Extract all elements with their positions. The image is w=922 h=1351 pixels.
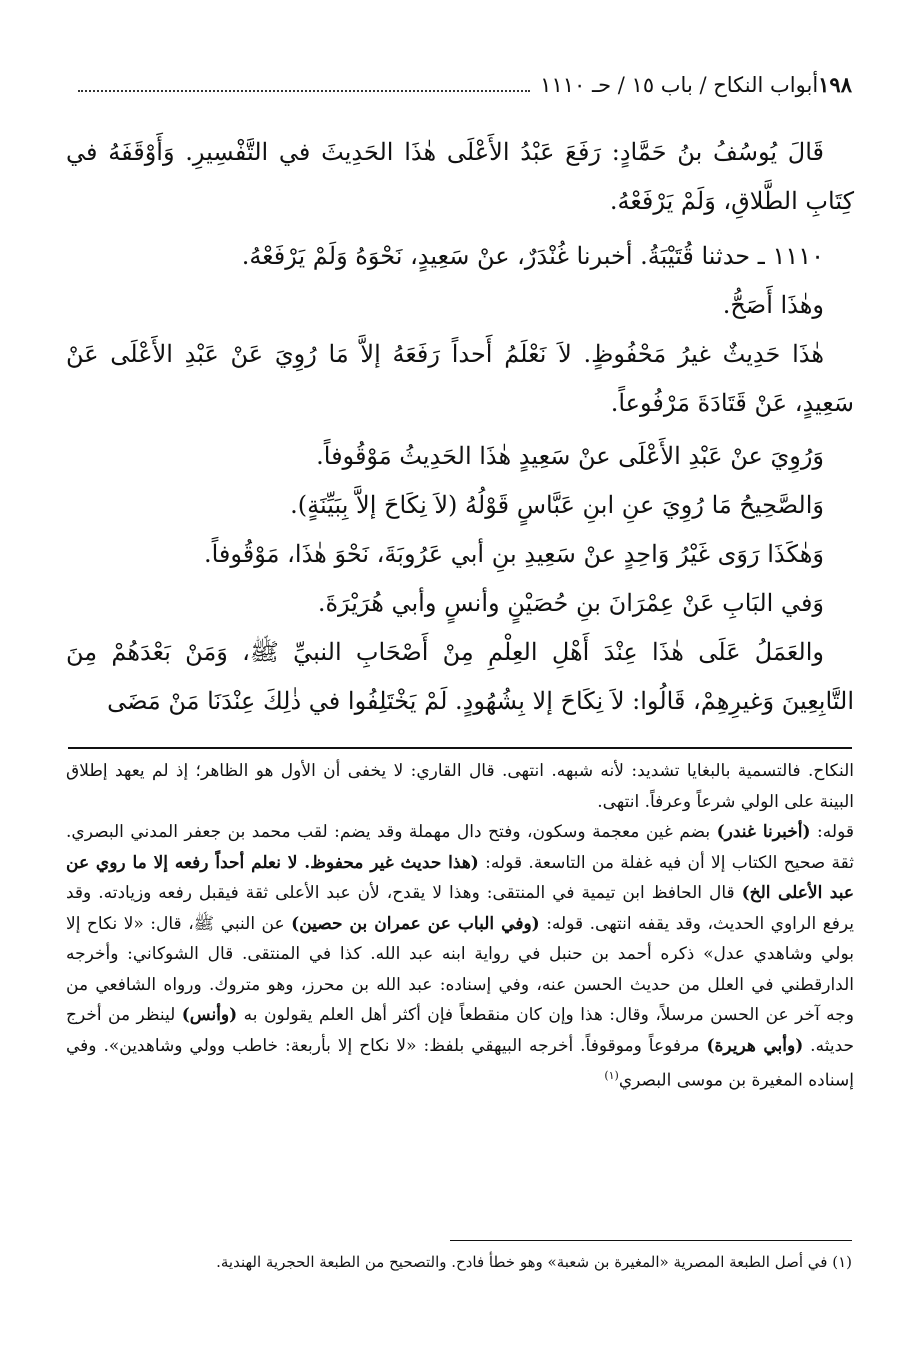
commentary-text [66, 756, 854, 1096]
footnote: (١) في أصل الطبعة المصرية «المغيرة بن شعبة» وهو خطأ فادح. والتصحيح من الطبعة الحجرية الهندية. [216, 1253, 852, 1271]
header-dotted-leader [78, 90, 530, 92]
commentary-text-run: عن النبي ﷺ، قال: «لا نكاح إلا بولي وشاهدي عدل» ذكره أحمد بن حنبل في رواية ابنه عبد الله. كذا في المنتقى. قال الشوكاني: وأخرجه الدارقطني في العلل من حديث الحسن عنه، وفي إسناده: عبد الله بن محرز، وهو متروك. ورواه الشافعي من وجه آخر عن الحسن مرسلاً، وقال: هذا وإن كان منقطعاً فإن أكثر أهل العلم يقولون به [66, 913, 854, 1025]
hadith-text [66, 128, 854, 726]
paragraph-ibn-abbas: وَالصَّحِيحُ مَا رُوِيَ عنِ ابنِ عَبَّاسٍ قَوْلُهُ (لاَ نِكَاحَ إلاَّ بِبَيِّنَةٍ). [290, 491, 824, 519]
commentary-text-run: قال الحافظ ابن تيمية في المنتقى: وهذا لا يقدح، لأن عبد الأعلى ثقة فيقبل رفعه وزيادته. وقد يرفع الراوي الحديث، وقد يقفه انتهى. قوله: [66, 883, 854, 934]
paragraph-asahh: وهٰذَا أَصَحُّ. [722, 291, 824, 319]
paragraph-mawquf: وَرُوِيَ عنْ عَبْدِ الأَعْلَى عنْ سَعِيدٍ هٰذَا الحَدِيثُ مَوْقُوفاً. [316, 442, 824, 470]
commentary-lemma: (وأنس) [181, 1005, 238, 1025]
hadith-1110: ١١١٠ ـ حدثنا قُتَيْبَةُ. أخبرنا غُنْدَرٌ، عنْ سَعِيدٍ، نَحْوَهُ وَلَمْ يَرْفَعْهُ. [241, 242, 824, 270]
footnote-divider [450, 1240, 852, 1241]
commentary-paragraph-2 [66, 817, 854, 1096]
paragraph-ibn-abi-aruba: وَهٰكَذَا رَوَى غَيْرُ وَاحِدٍ عنْ سَعِيدِ بنِ أبي عَرُوبَةَ، نَحْوَ هٰذَا، مَوْقُوفاً. [203, 540, 824, 568]
commentary-text-run: قوله: [810, 822, 854, 842]
paragraph-amal: والعَمَلُ عَلَى هٰذَا عِنْدَ أَهْلِ العِلْمِ مِنْ أَصْحَابِ النبيِّ ﷺ، وَمَنْ بَعْدَهُمْ مِنَ التَّابِعِينَ وَغيرِهِمْ، قَالُوا: لاَ نِكَاحَ إلا بِشُهُودٍ. لَمْ يَخْتَلِفُوا في ذٰلِكَ عِنْدَنَا مَنْ مَضَى [66, 638, 854, 715]
page-header [68, 66, 852, 100]
paragraph-yusuf: قَالَ يُوسُفُ بنُ حَمَّادٍ: رَفَعَ عَبْدُ الأَعْلَى هٰذَا الحَدِيثَ في التَّفْسِيرِ. وَأَوْقَفَهُ في كِتَابِ الطَّلاقِ، وَلَمْ يَرْفَعْهُ. [66, 138, 854, 215]
commentary-text-run: مرفوعاً وموقوفاً. أخرجه البيهقي بلفظ: «لا نكاح إلا بأربعة: خاطب وولي وشاهدين». وفي إسناده المغيرة بن موسى البصري [66, 1035, 854, 1091]
paragraph-fil-bab: وَفي البَابِ عَنْ عِمْرَانَ بنِ حُصَيْنٍ وأنسٍ وأبي هُرَيْرَةَ. [317, 589, 824, 617]
page-number: ١٩٨ [818, 72, 852, 97]
commentary-paragraph-1: النكاح. فالتسمية بالبغايا تشديد: لأنه شبهه. انتهى. قال القاري: لا يخفى أن الأول هو الظاهر؛ إذ لم يعهد إطلاق البينة على الولي شرعاً وعرفاً. انتهى. [66, 761, 854, 812]
commentary-text-run: بضم غين معجمة وسكون، وفتح دال مهملة وقد يضم: لقب محمد بن جعفر المدني البصري. ثقة صحيح الكتاب إلا أن فيه غفلة من التاسعة. قوله: [66, 822, 855, 873]
commentary-lemma: (أخبرنا غندر) [716, 822, 811, 842]
commentary-lemma: (وأبي هريرة) [706, 1035, 804, 1056]
running-title: أبواب النكاح / باب ١٥ / حـ ١١١٠ [540, 73, 819, 97]
commentary-text-run: لينظر من أخرج حديثه. [66, 1005, 854, 1056]
footnote-marker: (١) [604, 1069, 619, 1082]
commentary-lemma: (هذا حديث غير محفوظ. لا نعلم أحداً رفعه إلا ما روي عن عبد الأعلى الخ) [66, 852, 854, 903]
paragraph-ghair-mahfuz: هٰذَا حَدِيثٌ غيرُ مَحْفُوظٍ. لاَ نَعْلَمُ أَحداً رَفَعَهُ إلاَّ مَا رُوِيَ عَنْ عَبْدِ الأَعْلَى عَنْ سَعِيدٍ، عَنْ قَتَادَةَ مَرْفُوعاً. [66, 340, 854, 417]
commentary-lemma: (وفي الباب عن عمران بن حصين) [291, 913, 540, 934]
commentary-divider [68, 747, 852, 749]
